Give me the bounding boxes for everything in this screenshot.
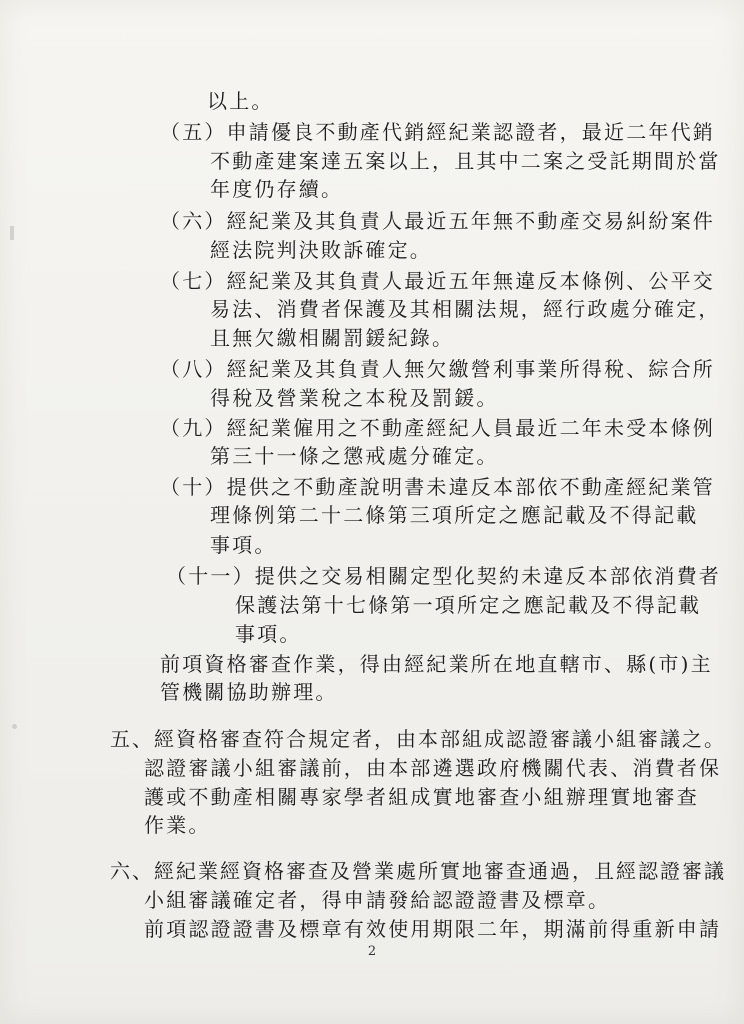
text-line: 管機關協助辦理。 (160, 680, 338, 704)
text-line: 理條例第二十二條第三項所定之應記載及不得記載 (210, 503, 699, 527)
text-line: 認證審議小組審議前，由本部遴選政府機關代表、消費者保 (144, 756, 722, 780)
text-line: （六）經紀業及其負責人最近五年無不動產交易糾紛案件 (160, 209, 715, 233)
text-line: （九）經紀業僱用之不動產經紀人員最近二年未受本條例 (160, 416, 715, 440)
text-line: 六、經紀業經資格審查及營業處所實地審查通過，且經認證審議 (110, 859, 726, 883)
text-line: 年度仍存續。 (210, 177, 344, 201)
text-line: （八）經紀業及其負責人無欠繳營利事業所得稅、綜合所 (160, 357, 715, 381)
text-line: 前項認證證書及標章有效使用期限二年，期滿前得重新申請 (144, 917, 722, 941)
text-line: （十）提供之不動產說明書未違反本部依不動產經紀業管 (160, 475, 715, 499)
text-line: 經法院判決敗訴確定。 (210, 238, 432, 262)
text-line: 前項資格審查作業，得由經紀業所在地直轄市、縣(市)主 (160, 652, 713, 676)
text-line: 小組審議確定者，得申請發給認證證書及標章。 (144, 888, 611, 912)
text-line: 事項。 (210, 533, 277, 557)
text-line: 得稅及營業稅之本稅及罰鍰。 (210, 386, 499, 410)
text-line: （十一）提供之交易相關定型化契約未違反本部依消費者 (166, 564, 721, 588)
text-line: 且無欠繳相關罰鍰紀錄。 (210, 326, 455, 350)
text-line: 易法、消費者保護及其相關法規，經行政處分確定， (210, 297, 721, 321)
text-line: 事項。 (235, 622, 302, 646)
text-line: 第三十一條之懲戒處分確定。 (210, 444, 499, 468)
text-line: 作業。 (144, 813, 211, 837)
text-line: （五）申請優良不動產代銷經紀業認證者，最近二年代銷 (160, 120, 715, 144)
page-number: 2 (367, 944, 377, 959)
text-line: 護或不動產相關專家學者組成實地審查小組辦理實地審查 (144, 785, 699, 809)
text-line: （七）經紀業及其負責人最近五年無違反本條例、公平交 (160, 269, 715, 293)
text-line: 保護法第十七條第一項所定之應記載及不得記載 (235, 593, 702, 617)
text-line: 五、經資格審查符合規定者，由本部組成認證審議小組審議之。 (110, 727, 726, 751)
text-line: 不動產建案達五案以上，且其中二案之受託期間於當 (210, 149, 721, 173)
text-line: 以上。 (207, 89, 274, 113)
